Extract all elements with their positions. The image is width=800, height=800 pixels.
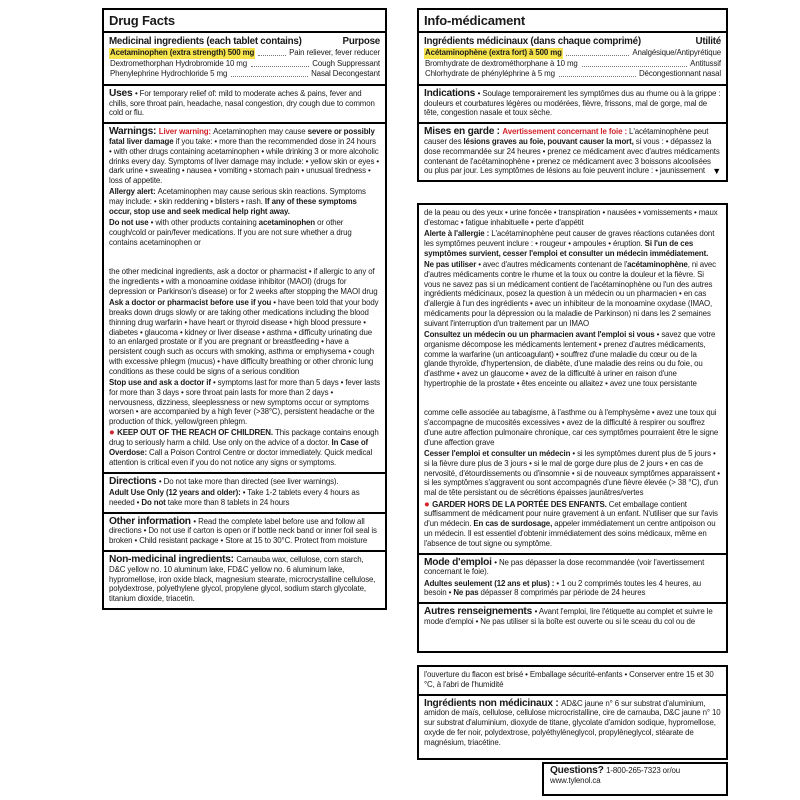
ingredient-row — [424, 59, 721, 70]
adult-use-paragraph: Adult Use Only (12 years and older): • Take 1-2 tablets every 4 hours as needed • Do not take more than 8 tablets in 24 hours — [109, 487, 360, 507]
autres-renseignements-paragraph: Autres renseignements • Avant l'emploi, lire l'étiquette au complet et suivre le mode d'emploi • Ne pas utiliser si la boîte est ouverte ou si le sceau du col ou de — [424, 606, 713, 626]
ingredient-name: Dextromethorphan Hydrobromide 10 mg — [110, 58, 248, 68]
ask-doctor-paragraph: Ask a doctor or pharmacist before use if you • have been told that your body breaks down drugs slowly or are taking other medications including the blood thinning drug warfarin • have heart or thyroid disease • high blood pressure • diabetes • glaucoma • kidney or liver disease • asthma • difficulty urinating due to an enlarged prostate or if you are pregnant or breastfeeding • have a persistent cough such as occurs with smoking, asthma or emphysema • cough with excessive phlegm (mucus) • have difficulty breathing or other chronic lung conditions as these could be signs of a serious condition — [109, 298, 379, 376]
ingredient-purpose: Cough Suppressant — [312, 58, 380, 68]
dotted-leader — [251, 66, 309, 67]
red-dot-icon: ● — [109, 427, 118, 439]
ingredients-header-row — [109, 36, 380, 47]
ingredient-row — [424, 69, 721, 80]
keep-out-of-reach-paragraph: ● KEEP OUT OF THE REACH OF CHILDREN. This package contains enough drug to seriously harm a child. Use only on the advice of a doctor. In Case of Overdose: Call a Poison Control Centre or doctor immediately. Quick medical attention is critical even if you do not notice any signs or symptoms. — [109, 427, 379, 467]
alerte-allergie-paragraph: Alerte à l'allergie : L'acétaminophène peut causer de graves réactions cutanées dont les symptômes peuvent inclure : • rougeur • ampoules • éruption. Si l'un de ces symptômes survient, cesser l'emploi et consulter un médecin immédiatement. — [424, 229, 715, 258]
mode-demploi-paragraph: Mode d'emploi • Ne pas dépasser la dose recommandée (voir l'avertissement concernant le foie). — [424, 556, 705, 577]
ingredient-name: Chlorhydrate de phényléphrine à 5 mg — [425, 69, 555, 79]
info-medicament-title: Info-médicament — [419, 10, 726, 33]
down-triangle-icon: ▼ — [712, 166, 721, 177]
cesser-emploi-paragraph: Cesser l'emploi et consulter un médecin • si les symptômes durent plus de 5 jours • si la fièvre dure plus de 3 jours • si le mal de gorge dure plus de 2 jours • en cas de nervosité, d'étourdissements ou d'insomnie • si de nouveaux symptômes apparaissent • si les symptômes s'aggravent ou sont accompagnés d'une fièvre élevée (> 38 °C), d'un mal de tête persistant ou de sécrétions épaisses jaunâtres/vertes — [424, 449, 720, 498]
toux-continuation-paragraph: comme celle associée au tabagisme, à l'asthme ou à l'emphysème • avez une toux qui s'accompagne de mucosités excessives • avez de la difficulté à respirer ou souffrez d'une autre affection pulmonaire chronique, car ces symptômes pourraient être le signe d'une affection grave — [424, 408, 719, 447]
ingredient-row — [109, 59, 380, 70]
print-gap — [424, 390, 721, 408]
ingredient-name-highlighted: Acetaminophen (extra strength) 500 mg — [110, 48, 255, 57]
ingredient-purpose: Nasal Decongestant — [311, 69, 380, 79]
ingredient-purpose: Pain reliever, fever reducer — [289, 48, 380, 57]
ingredients-header-row — [424, 36, 721, 47]
consultez-medecin-paragraph: Consultez un médecin ou un pharmacien avant l'emploi si vous • savez que votre organisme décompose les médicaments lentement • prenez d'autres médicaments, comme la warfarine (un anticoagulant) • souffrez d'une maladie du cœur ou de la glande thyroïde, d'hypertension, de diabète, d'une maladie des reins ou du foie, ou d'asthme • avez un glaucome • avez de la difficulté à uriner en raison d'une hypertrophie de la prostate • êtes enceinte ou allaitez • avez une toux persistante — [424, 330, 716, 389]
directions-paragraph: Directions • Do not take more than directed (see liver warnings). — [109, 475, 339, 487]
ingredients-header-label: Medicinal ingredients (each tablet contains) — [109, 36, 302, 47]
ingredient-row — [109, 69, 380, 80]
info-medicament-panel — [417, 8, 728, 182]
mode-demploi-section — [419, 553, 726, 603]
mises-en-garde-continuation-section — [419, 205, 726, 553]
ingredient-row — [109, 48, 380, 59]
directions-section — [104, 472, 385, 512]
uses-paragraph: Uses • For temporary relief of: mild to moderate aches & pains, fever and chills, sore throat pain, headache, nasal congestion, dry cough due to common cold or flu. — [109, 87, 375, 118]
other-information-section — [104, 512, 385, 550]
symptomes-continuation-paragraph: de la peau ou des yeux • urine foncée • transpiration • nausées • vomissements • maux d'estomac • fatigue inhabituelle • perte d'appétit — [424, 208, 718, 227]
utilite-header-label: Utilité — [695, 36, 721, 47]
dotted-leader — [566, 55, 629, 56]
french-storage-panel — [417, 665, 728, 760]
french-warnings-continuation-panel — [417, 203, 728, 653]
autres-renseignements-section — [419, 602, 726, 651]
dotted-leader — [559, 76, 636, 77]
indications-section — [419, 84, 726, 122]
questions-box — [542, 762, 728, 796]
dotted-leader — [231, 76, 308, 77]
ingredient-row — [424, 48, 721, 59]
allergy-alert-paragraph: Allergy alert: Acetaminophen may cause serious skin reactions. Symptoms may include: • skin reddening • blisters • rash. If any of these symptoms occur, stop use and seek medical help right away. — [109, 187, 366, 217]
storage-continuation-section — [419, 667, 726, 694]
ingredient-purpose: Analgésique/Antipyrétique — [632, 48, 721, 57]
do-not-use-paragraph: Do not use • with other products containing acetaminophen or other cough/cold or pain/fever medications. If you are not sure whether a drug contains acetaminophen or — [109, 218, 352, 247]
non-medicinal-ingredients-section — [104, 550, 385, 608]
questions-paragraph: Questions? 1-800-265-7323 or/ou www.tylenol.ca — [550, 765, 681, 785]
ingredients-non-medicinaux-section — [419, 694, 726, 752]
dotted-leader — [258, 55, 286, 56]
drug-facts-panel — [102, 8, 387, 610]
ingredients-medicinaux-section — [419, 33, 726, 84]
ingredient-purpose: Décongestionnant nasal — [638, 69, 721, 79]
storage-paragraph: l'ouverture du flacon est brisé • Emballage sécurité-enfants • Conserver entre 15 et 30 °C, à l'abri de l'humidité — [424, 670, 714, 689]
stop-use-paragraph: Stop use and ask a doctor if • symptoms last for more than 5 days • fever lasts for more than 3 days • sore throat pain lasts for more than 2 days • nervousness, dizziness, sleeplessness or new symptoms occur or symptoms worsen • are accompanied by a high fever (>38°C), persistent headache or the production of thick, yellow/green phlegm. — [109, 378, 380, 427]
indications-paragraph: Indications • Soulage temporairement les symptômes dus au rhume ou à la grippe : douleurs et courbatures légères ou modérées, fièvre, frissons, mal de gorge, mal de tête, congestion nasale et toux sèche. — [424, 87, 721, 118]
garder-hors-portee-paragraph: ● GARDER HORS DE LA PORTÉE DES ENFANTS. Cet emballage contient suffisamment de médicament pour nuire gravement à un enfant. N'utiliser que sur l'avis d'un médecin. En cas de surdosage, appeler immédiatement un centre antipoison ou un médecin. Il est essentiel d'obtenir immédiatement des soins médicaux, même en l'absence de tout signe ou symptôme. — [424, 498, 718, 548]
print-gap — [109, 249, 380, 267]
mises-en-garde-section — [419, 122, 726, 180]
red-dot-icon: ● — [424, 498, 433, 510]
ingredient-name: Bromhydrate de dextrométhorphane à 10 mg — [425, 58, 578, 68]
adultes-seulement-paragraph: Adultes seulement (12 ans et plus) : • 1 ou 2 comprimés toutes les 4 heures, au besoin • Ne pas dépasser 8 comprimés par période de 24 heures — [424, 578, 702, 598]
drug-facts-title: Drug Facts — [104, 10, 385, 33]
medicinal-ingredients-section — [104, 33, 385, 84]
purpose-header-label: Purpose — [342, 36, 380, 47]
uses-section — [104, 84, 385, 122]
ingredients-header-label: Ingrédients médicinaux (dans chaque comprimé) — [424, 36, 641, 47]
liver-warning-paragraph: Warnings: Liver warning: Acetaminophen may cause severe or possibly fatal liver damage if you take: • more than the recommended dose in 24 hours • with other drugs containing acetaminophen • while drinking 3 or more alcoholic drinks every day. Symptoms of liver damage may include: • yellow skin or eyes • dark urine • sweating • nausea • vomiting • stomach pain • unusual tiredness • loss of appetite. — [109, 126, 379, 186]
ingredient-purpose: Antitussif — [690, 58, 721, 68]
warnings-section — [104, 122, 385, 472]
do-not-use-continuation-paragraph: the other medicinal ingredients, ask a doctor or pharmacist • if allergic to any of the ingredients • with a monoamine oxidase inhibitor (MAOI) (drugs for depression or Parkinson's disease) or for 2 weeks after stopping the MAOI drug — [109, 267, 378, 296]
ingredients-non-medicinaux-paragraph: Ingrédients non médicinaux : AD&C jaune n° 6 sur substrat d'aluminium, amidon de maïs, cellulose, cellulose microcristalline, cire de carnauba, D&C jaune n° 10 sur substrat d'aluminium, dioxyde de titane, glycolate d'amidon sodique, hypromellose, oxyde de fer noir, polydextrose, polyéthylèneglycol, propylèneglycol, stéarate de magnésium, triacétine. — [424, 697, 721, 747]
ne-pas-utiliser-paragraph: Ne pas utiliser • avec d'autres médicaments contenant de l'acétaminophène, ni avec d'autres médicaments contre le rhume et la toux ou contre la douleur et la fièvre. Si vous ne savez pas si un médicament contient de l'acétaminophène ou l'un des autres ingrédients médicinaux, posez la question à un médecin ou un pharmacien • en cas d'allergie à l'un des ingrédients • avec un inhibiteur de la monoamine oxydase (IMAO, médicaments pour la dépression ou la maladie de Parkinson) ni dans les 2 semaines suivant l'interruption d'un traitement par un IMAO — [424, 259, 716, 328]
mises-en-garde-paragraph: Mises en garde : Avertissement concernant le foie : L'acétaminophène peut causer des lésions graves au foie, pouvant causer la mort, si vous : • dépassez la dose recommandée sur 24 heures • prenez ce médicament avec d'autres médicaments contenant de l'acétaminophène • prenez ce médicament avec 3 boissons alcoolisées ou plus par jour. Les symptômes de lésions au foie peuvent inclure : • jaunissement ▼ — [424, 126, 721, 177]
dotted-leader — [582, 66, 688, 67]
ingredient-name: Phenylephrine Hydrochloride 5 mg — [110, 69, 228, 79]
other-information-paragraph: Other information • Read the complete label before use and follow all directions • Do not use if carton is open or if bottle neck band or inner foil seal is broken • Child resistant package • Store at 15 to 30°C. Protect from moisture — [109, 515, 377, 546]
non-medicinal-ingredients-paragraph: Non-medicinal ingredients: Carnauba wax, cellulose, corn starch, D&C yellow no. 10 aluminum lake, FD&C yellow no. 6 aluminum lake, hypromellose, iron oxide black, magnesium stearate, microcrystalline cellulose, polydextrose, polyethylene glycol, propylene glycol, sodium starch glycolate, titanium dioxide, triacetin. — [109, 553, 376, 604]
ingredient-name-highlighted: Acétaminophène (extra fort) à 500 mg — [425, 48, 562, 57]
